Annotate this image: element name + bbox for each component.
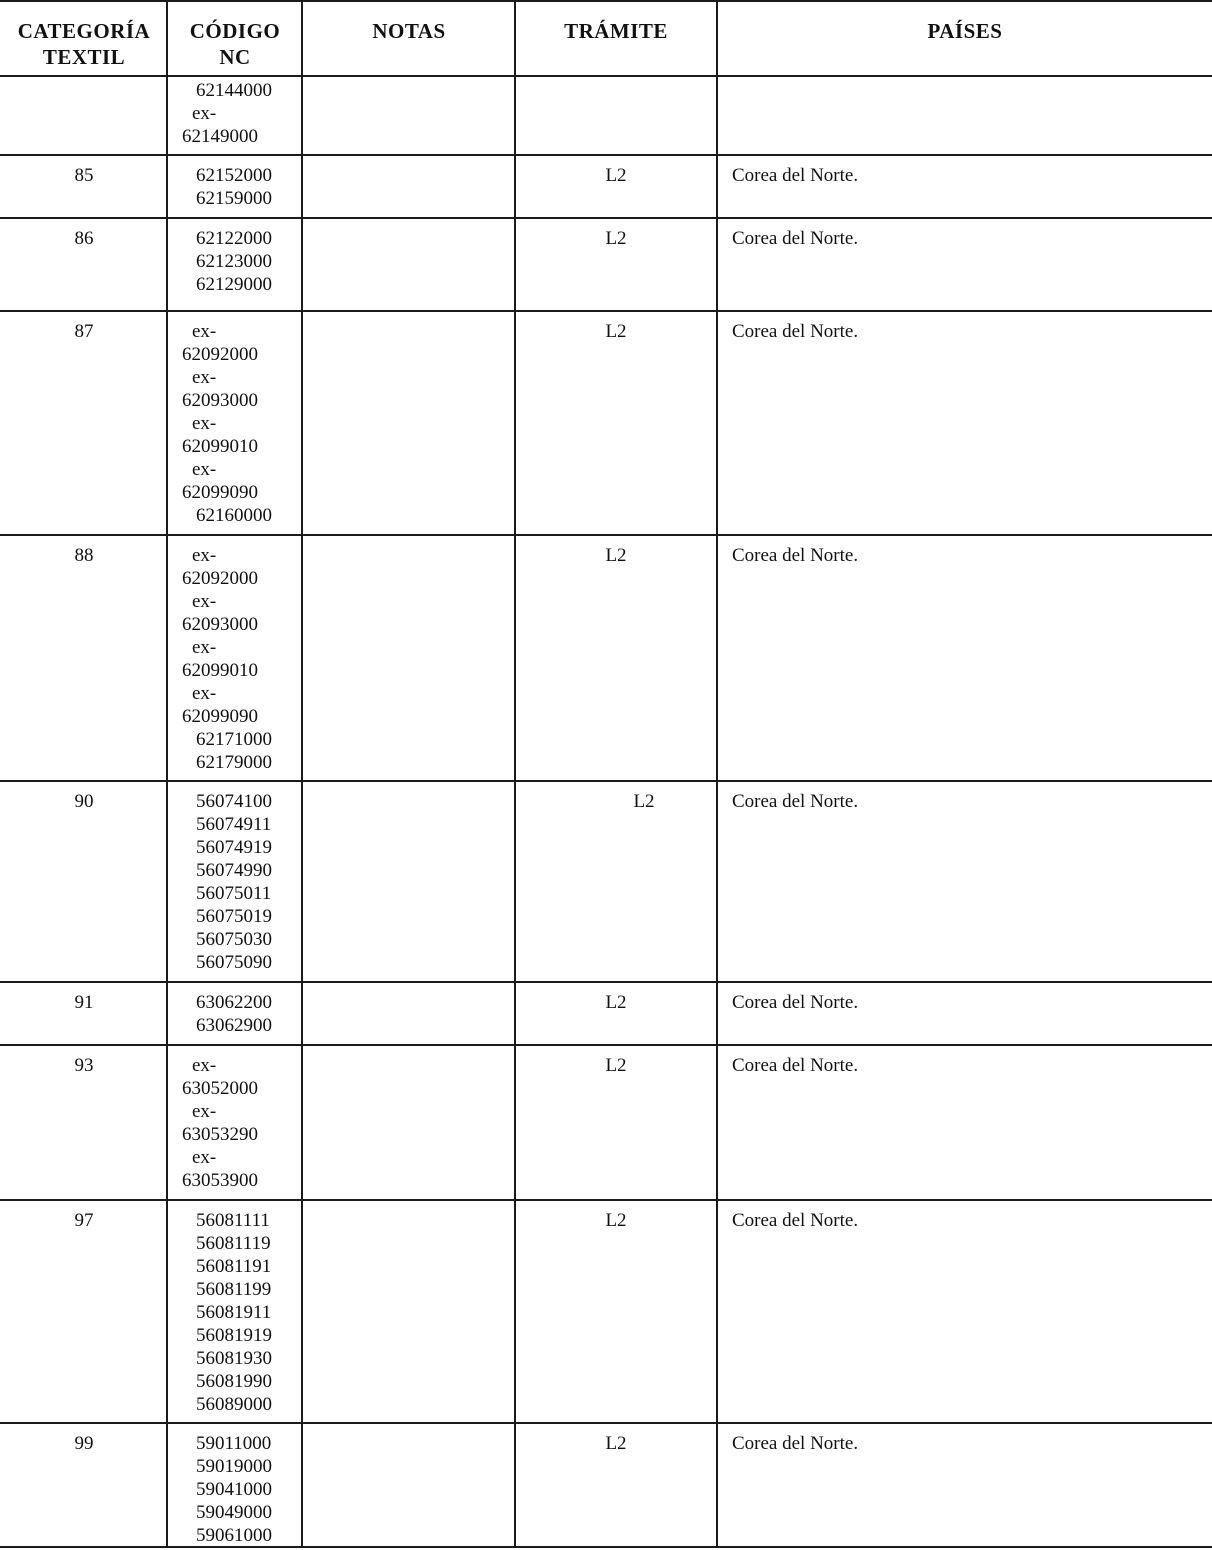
codigo-nc-line: 63053290	[182, 1124, 258, 1145]
codigo-nc-line: 56081911	[196, 1302, 272, 1323]
categoria-cell: 97	[74, 1210, 94, 1231]
column-divider	[301, 0, 303, 1548]
codigo-nc-cell	[180, 544, 290, 774]
codigo-nc-line: 62149000	[182, 126, 258, 147]
codigo-nc-line: 56074919	[196, 837, 272, 858]
codigo-nc-line: 62123000	[196, 251, 272, 272]
codigo-nc-line: 62092000	[182, 568, 258, 589]
codigo-nc-line: 56081111	[196, 1210, 270, 1231]
codigo-nc-line: 62099090	[182, 706, 258, 727]
categoria-cell: 85	[74, 165, 94, 186]
header-tramite: TRÁMITE	[564, 19, 668, 43]
codigo-nc-cell	[180, 164, 290, 210]
codigo-nc-line: 62160000	[196, 505, 272, 526]
categoria-cell: 91	[74, 992, 94, 1013]
codigo-nc-cell	[180, 1432, 290, 1547]
codigo-nc-line: ex-	[192, 459, 217, 480]
codigo-nc-line: 62093000	[182, 390, 258, 411]
paises-cell: Corea del Norte.	[732, 791, 859, 812]
codigo-nc-line: 56075030	[196, 929, 272, 950]
categoria-cell: 90	[74, 791, 94, 812]
tramite-cell: L2	[605, 1433, 627, 1454]
row-border	[0, 981, 1212, 983]
codigo-nc-line: 56081990	[196, 1371, 272, 1392]
paises-cell: Corea del Norte.	[732, 545, 859, 566]
row-border	[0, 154, 1212, 156]
paises-cell: Corea del Norte.	[732, 992, 859, 1013]
codigo-nc-line: 59011000	[196, 1433, 272, 1454]
codigo-nc-line: 59061000	[196, 1525, 272, 1546]
header-codigo-line1: CÓDIGO	[189, 19, 281, 43]
header-categoria-line1: CATEGORÍA	[17, 19, 151, 43]
header-notas: NOTAS	[372, 19, 446, 43]
codigo-nc-line: ex-	[192, 103, 217, 124]
codigo-nc-cell	[180, 227, 290, 296]
paises-cell: Corea del Norte.	[732, 228, 859, 249]
row-border	[0, 1044, 1212, 1046]
categoria-cell: 87	[74, 321, 94, 342]
paises-cell: Corea del Norte.	[732, 165, 859, 186]
codigo-nc-line: 56075090	[196, 952, 272, 973]
column-divider	[716, 0, 718, 1548]
codigo-nc-line: 56081199	[196, 1279, 272, 1300]
paises-cell: Corea del Norte.	[732, 321, 859, 342]
codigo-nc-line: ex-	[192, 1055, 217, 1076]
codigo-nc-line: ex-	[192, 321, 217, 342]
codigo-nc-line: 63053900	[182, 1170, 258, 1191]
codigo-nc-line: 59049000	[196, 1502, 272, 1523]
tramite-cell: L2	[605, 1055, 627, 1076]
codigo-nc-line: 62122000	[196, 228, 272, 249]
codigo-nc-line: 62099010	[182, 436, 258, 457]
codigo-nc-line: ex-	[192, 591, 217, 612]
codigo-nc-line: 63062200	[196, 992, 272, 1013]
codigo-nc-line: ex-	[192, 1147, 217, 1168]
codigo-nc-line: 62159000	[196, 188, 272, 209]
paises-cell: Corea del Norte.	[732, 1055, 859, 1076]
codigo-nc-line: 62171000	[196, 729, 272, 750]
header-codigo-line2: NC	[219, 45, 251, 69]
codigo-nc-line: ex-	[192, 683, 217, 704]
codigo-nc-line: 59041000	[196, 1479, 272, 1500]
header-categoria	[0, 18, 168, 70]
tramite-cell: L2	[605, 992, 627, 1013]
codigo-nc-cell	[180, 991, 290, 1037]
row-border	[0, 217, 1212, 219]
categoria-cell: 93	[74, 1055, 94, 1076]
categoria-cell: 86	[74, 228, 94, 249]
tramite-cell: L2	[605, 1210, 627, 1231]
codigo-nc-line: 62152000	[196, 165, 272, 186]
codigo-nc-line: 62144000	[196, 80, 272, 101]
codigo-nc-cell	[180, 1209, 290, 1416]
tramite-cell: L2	[605, 228, 627, 249]
header-paises: PAÍSES	[927, 19, 1003, 43]
tramite-cell: L2	[605, 545, 627, 566]
row-border	[0, 780, 1212, 782]
codigo-nc-line: ex-	[192, 413, 217, 434]
codigo-nc-cell	[180, 790, 290, 974]
codigo-nc-line: 62099010	[182, 660, 258, 681]
header-codigo	[168, 18, 302, 70]
codigo-nc-line: 62099090	[182, 482, 258, 503]
codigo-nc-cell	[180, 320, 290, 527]
tramite-cell: L2	[605, 321, 627, 342]
categoria-cell: 99	[74, 1433, 94, 1454]
categoria-cell: 88	[74, 545, 94, 566]
codigo-nc-line: 63052000	[182, 1078, 258, 1099]
codigo-nc-line: 56074911	[196, 814, 272, 835]
codigo-nc-line: 56074100	[196, 791, 272, 812]
codigo-nc-line: 56089000	[196, 1394, 272, 1415]
header-categoria-line2: TEXTIL	[42, 45, 126, 69]
codigo-nc-line: 62129000	[196, 274, 272, 295]
row-border	[0, 310, 1212, 312]
header-bottom-border	[0, 75, 1212, 77]
codigo-nc-line: 62092000	[182, 344, 258, 365]
tramite-cell: L2	[633, 791, 655, 812]
codigo-nc-line: 56081191	[196, 1256, 272, 1277]
codigo-nc-line: 62093000	[182, 614, 258, 635]
table-top-border	[0, 0, 1212, 2]
row-border	[0, 1422, 1212, 1424]
codigo-nc-line: 59019000	[196, 1456, 272, 1477]
codigo-nc-line: 56081119	[196, 1233, 271, 1254]
paises-cell: Corea del Norte.	[732, 1433, 859, 1454]
codigo-nc-line: 62179000	[196, 752, 272, 773]
codigo-nc-cell	[180, 79, 290, 148]
codigo-nc-line: ex-	[192, 637, 217, 658]
codigo-nc-line: ex-	[192, 545, 217, 566]
row-border	[0, 534, 1212, 536]
tramite-cell: L2	[605, 165, 627, 186]
row-border	[0, 1199, 1212, 1201]
codigo-nc-cell	[180, 1054, 290, 1192]
codigo-nc-line: 56074990	[196, 860, 272, 881]
codigo-nc-line: ex-	[192, 367, 217, 388]
paises-cell: Corea del Norte.	[732, 1210, 859, 1231]
codigo-nc-line: 56075011	[196, 883, 272, 904]
codigo-nc-line: 56075019	[196, 906, 272, 927]
codigo-nc-line: 56081930	[196, 1348, 272, 1369]
codigo-nc-line: 56081919	[196, 1325, 272, 1346]
codigo-nc-line: 63062900	[196, 1015, 272, 1036]
codigo-nc-line: ex-	[192, 1101, 217, 1122]
